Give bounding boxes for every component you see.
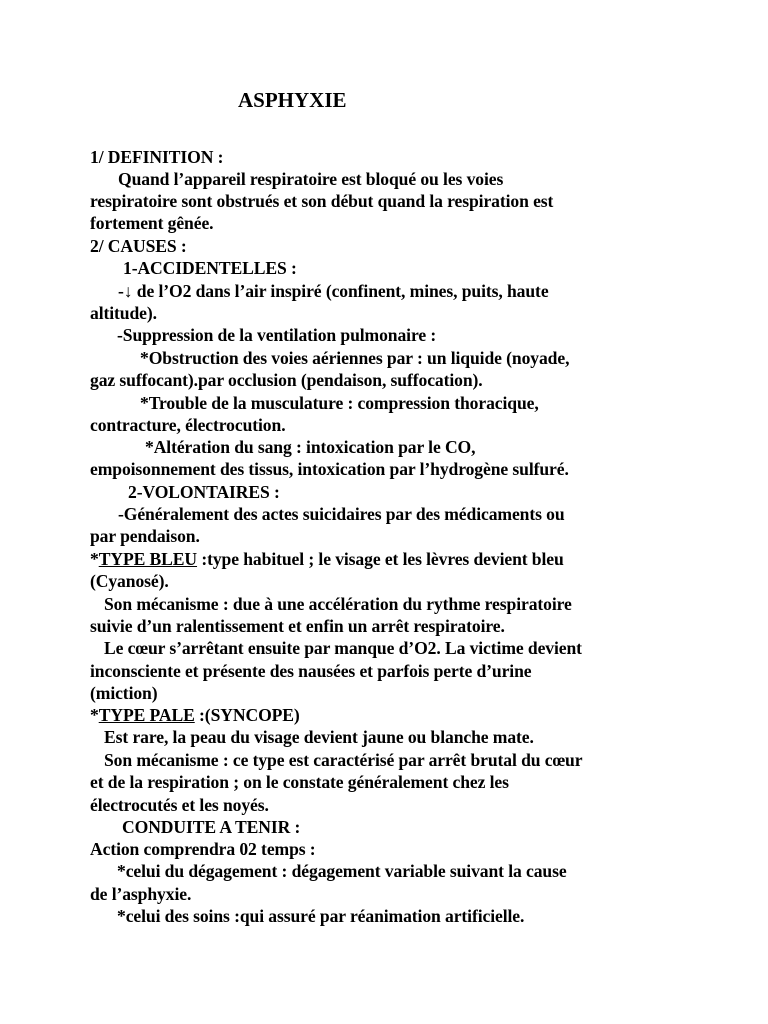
accidentelles-line: *Obstruction des voies aériennes par : un liquide (noyade,	[140, 348, 570, 368]
accidentelles-line: -Suppression de la ventilation pulmonaire :	[117, 325, 437, 345]
conduite-line: *celui du dégagement : dégagement variable suivant la cause	[117, 861, 567, 881]
conduite-line: Action comprendra 02 temps :	[90, 839, 316, 859]
type-pale-rest: :(SYNCOPE)	[194, 705, 300, 725]
type-pale-prefix: *	[90, 705, 99, 725]
type-bleu-heading	[90, 548, 564, 570]
accidentelles-line: gaz suffocant).par occlusion (pendaison, suffocation).	[90, 370, 483, 390]
type-pale-heading	[90, 704, 300, 726]
accidentelles-line: contracture, électrocution.	[90, 415, 286, 435]
type-pale-label: TYPE PALE	[98, 705, 195, 725]
accidentelles-line: *Trouble de la musculature : compression thoracique,	[140, 393, 539, 413]
accidentelles-line: *Altération du sang : intoxication par le CO,	[145, 437, 476, 457]
type-bleu-line: suivie d’un ralentissement et enfin un arrêt respiratoire.	[90, 616, 505, 636]
accidentelles-line: -↓ de l’O2 dans l’air inspiré (confinent, mines, puits, haute	[118, 281, 549, 301]
conduite-line: *celui des soins :qui assuré par réanimation artificielle.	[117, 906, 525, 926]
accidentelles-line: altitude).	[90, 303, 157, 323]
type-pale-line: et de la respiration ; on le constate généralement chez les	[90, 772, 509, 792]
accidentelles-heading: 1-ACCIDENTELLES :	[123, 258, 297, 278]
type-bleu-prefix: *	[90, 549, 99, 569]
accidentelles-line: empoisonnement des tissus, intoxication par l’hydrogène sulfuré.	[90, 459, 569, 479]
volontaires-line: par pendaison.	[90, 526, 200, 546]
type-bleu-label: TYPE BLEU	[98, 549, 198, 569]
definition-heading: 1/ DEFINITION :	[90, 147, 224, 167]
definition-line: respiratoire sont obstrués et son début quand la respiration est	[90, 191, 554, 211]
definition-line: Quand l’appareil respiratoire est bloqué ou les voies	[118, 169, 504, 189]
definition-line: fortement gênée.	[90, 213, 214, 233]
conduite-line: de l’asphyxie.	[90, 884, 192, 904]
type-bleu-line: Le cœur s’arrêtant ensuite par manque d’O2. La victime devient	[104, 638, 582, 658]
type-bleu-line: Son mécanisme : due à une accélération du rythme respiratoire	[104, 594, 572, 614]
type-pale-line: électrocutés et les noyés.	[90, 795, 269, 815]
type-bleu-line: (Cyanosé).	[90, 571, 169, 591]
type-pale-line: Son mécanisme : ce type est caractérisé par arrêt brutal du cœur	[104, 750, 583, 770]
volontaires-heading: 2-VOLONTAIRES :	[128, 482, 280, 502]
causes-heading: 2/ CAUSES :	[90, 236, 187, 256]
conduite-heading: CONDUITE A TENIR :	[122, 817, 301, 837]
type-bleu-line: inconsciente et présente des nausées et parfois perte d’urine	[90, 661, 532, 681]
type-bleu-rest: :type habituel ; le visage et les lèvres devient bleu	[197, 549, 564, 569]
volontaires-line: -Généralement des actes suicidaires par des médicaments ou	[118, 504, 565, 524]
type-bleu-line: (miction)	[90, 683, 158, 703]
document-title: ASPHYXIE	[238, 88, 347, 112]
type-pale-line: Est rare, la peau du visage devient jaune ou blanche mate.	[104, 727, 534, 747]
